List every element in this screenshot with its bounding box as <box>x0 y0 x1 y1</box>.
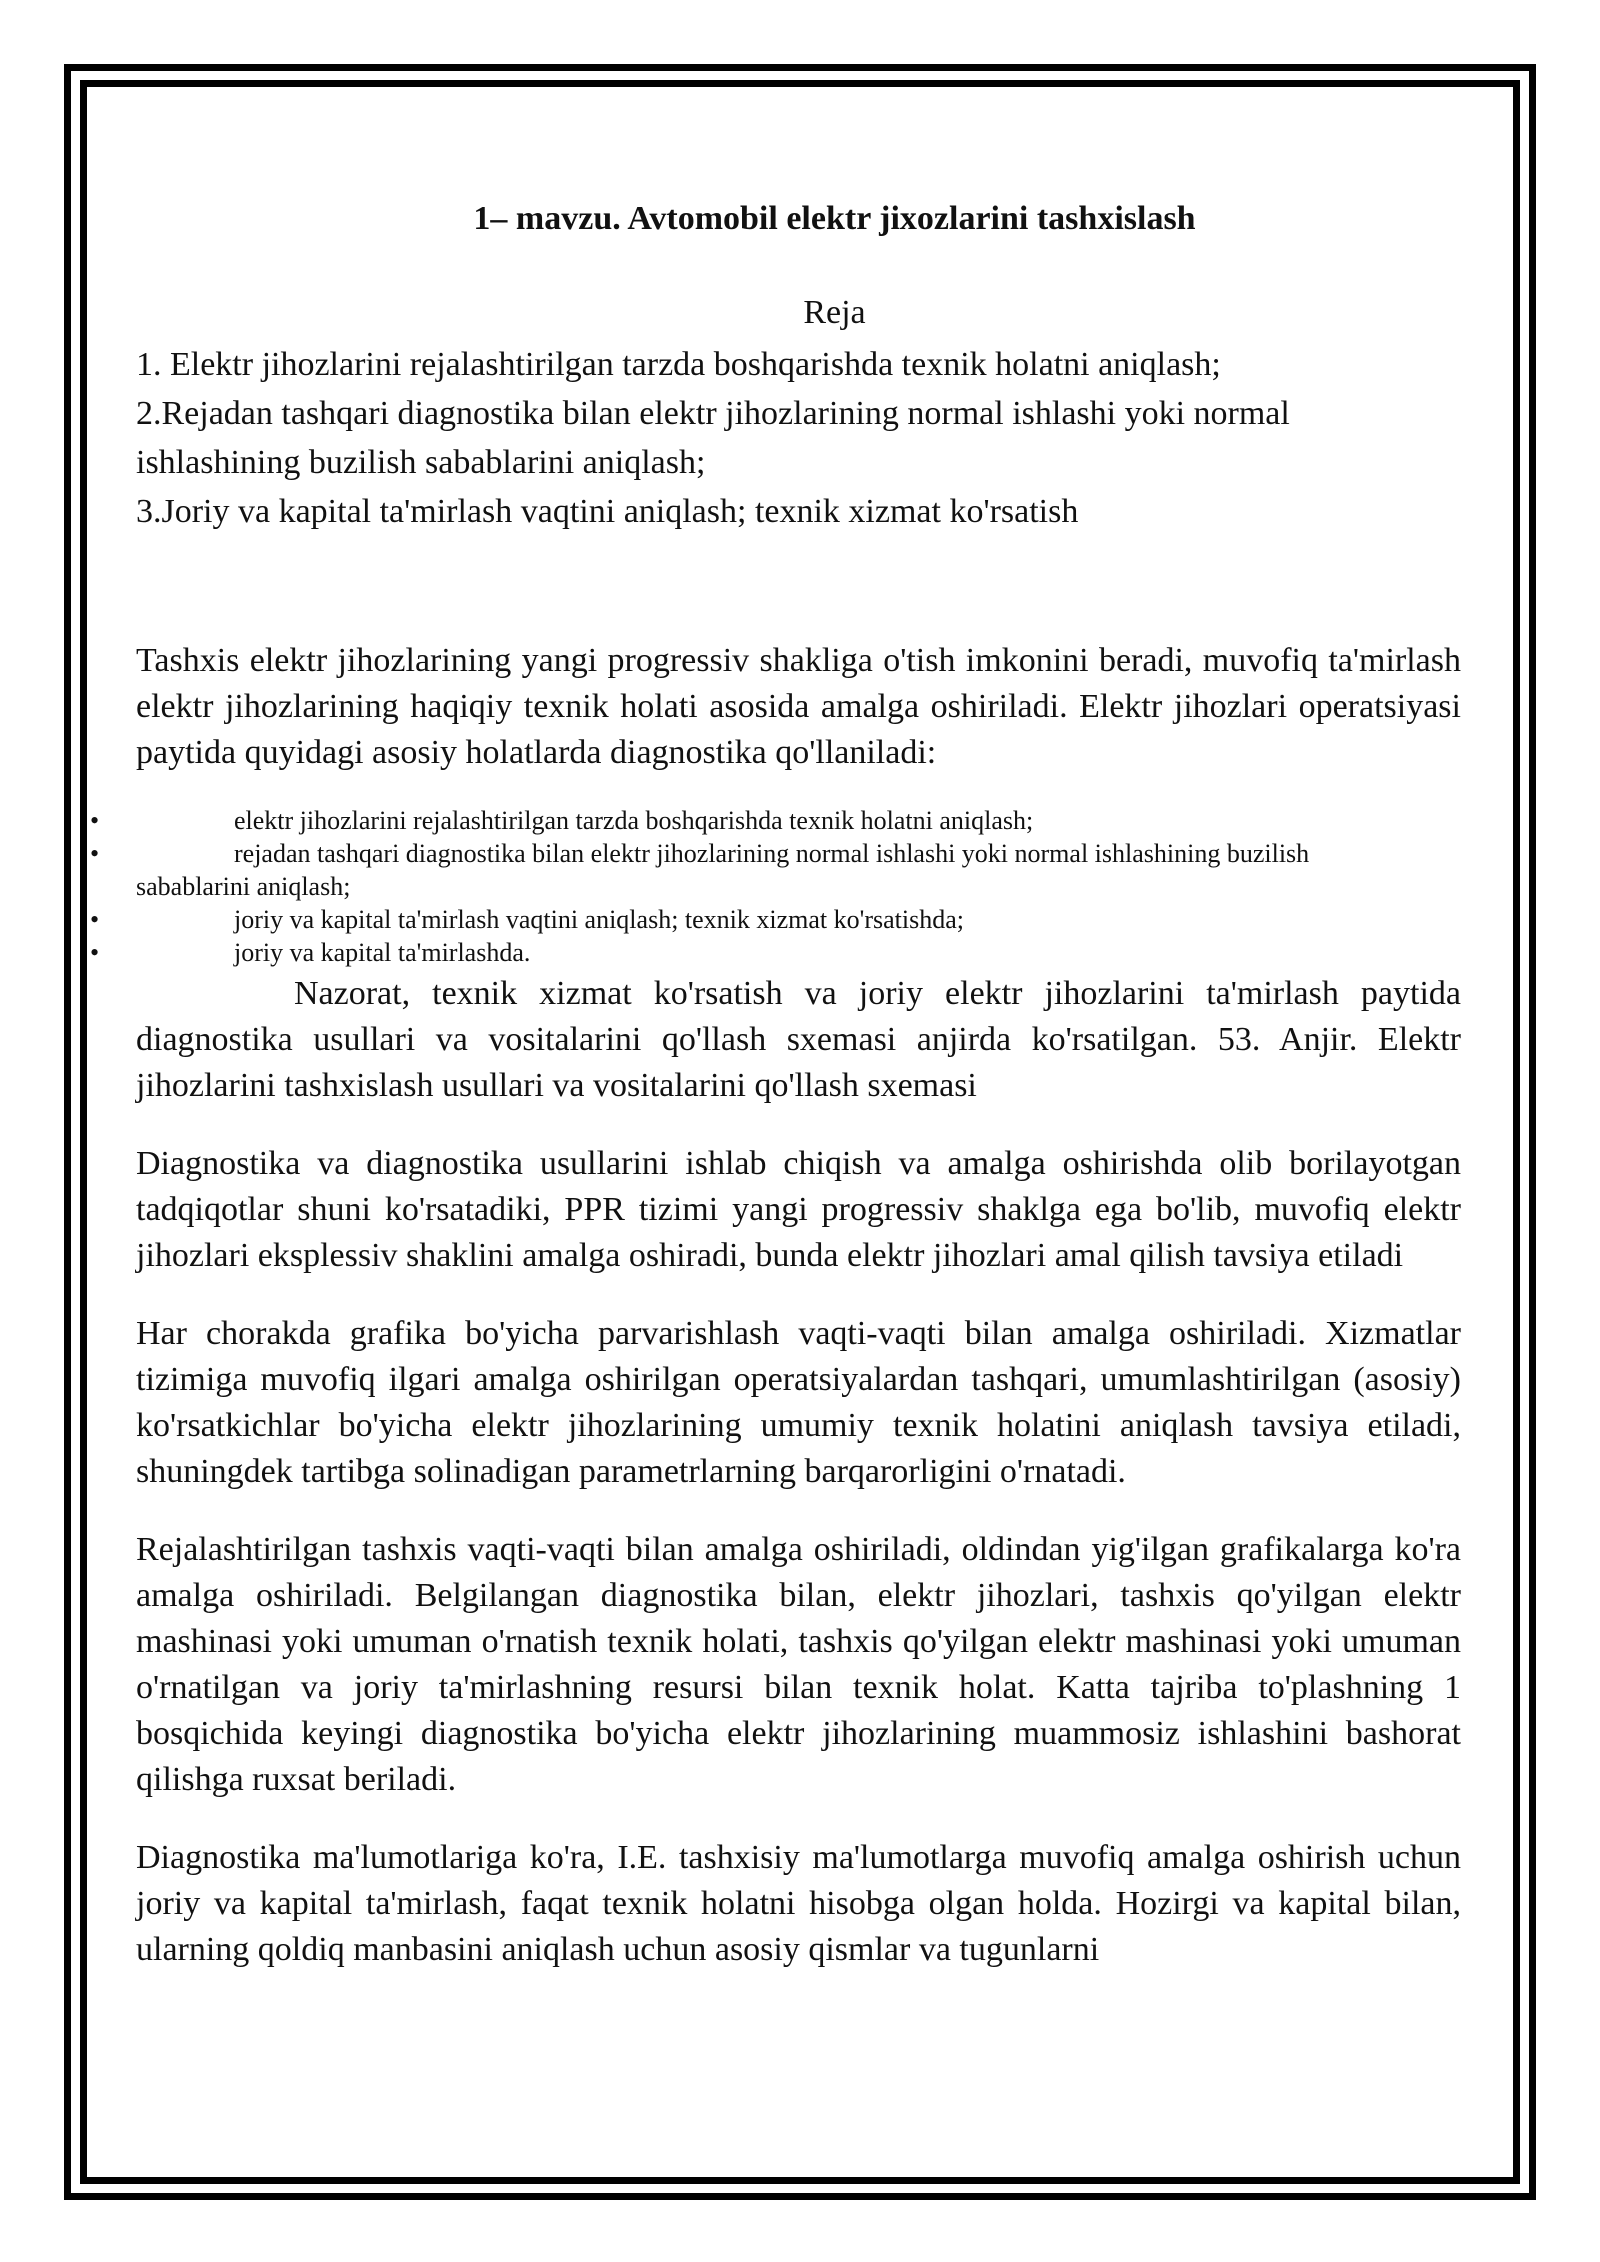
list-item-text-continued: sabablarini aniqlash; <box>136 872 351 901</box>
paragraph-nazorat: Nazorat, texnik xizmat ko'rsatish va joriy elektr jihozlarini ta'mirlash paytida diagnostika usullari va vositalarini qo'llash sxemasi anjirda ko'rsatilgan. 53. Anjir. Elektr jihozlarini tashxislash usullari va vositalarini qo'llash sxemasi <box>136 975 1461 1104</box>
plan-item: 2.Rejadan tashqari diagnostika bilan elektr jihozlarining normal ishlashi yoki normal <box>136 395 1290 432</box>
plan-item: 3.Joriy va kapital ta'mirlash vaqtini aniqlash; texnik xizmat ko'rsatish <box>136 493 1079 530</box>
paragraph-diagnostika: Diagnostika va diagnostika usullarini ishlab chiqish va amalga oshirishda olib borilayotgan tadqiqotlar shuni ko'rsatadiki, PPR tizimi yangi progressiv shaklga ega bo'lib, muvofiq elektr jihozlari eksplessiv shaklini amalga oshiradi, bunda elektr jihozlari amal qilish tavsiya etiladi <box>136 1145 1461 1274</box>
list-item-text: joriy va kapital ta'mirlash vaqtini aniqlash; texnik xizmat ko'rsatishda; <box>234 905 964 934</box>
list-item <box>90 804 1461 837</box>
document-body <box>90 200 1461 1973</box>
plan-item: 1. Elektr jihozlarini rejalashtirilgan tarzda boshqarishda texnik holatni aniqlash; <box>136 346 1221 383</box>
plan-heading: Reja <box>803 294 866 331</box>
list-item <box>90 837 1461 903</box>
bullet-list <box>90 804 1461 969</box>
list-item <box>90 936 1461 969</box>
bullet-icon: • <box>90 905 100 934</box>
paragraph-diagnostika-malumotlari: Diagnostika ma'lumotlariga ko'ra, I.E. tashxisiy ma'lumotlarga muvofiq amalga oshirish uchun joriy va kapital ta'mirlash, faqat texnik holatni hisobga olgan holda. Hozirgi va kapital bilan, ularning qoldiq manbasini aniqlash uchun asosiy qismlar va tugunlarni <box>136 1839 1461 1968</box>
bullet-icon: • <box>90 839 100 868</box>
paragraph-rejalashtirilgan: Rejalashtirilgan tashxis vaqti-vaqti bilan amalga oshiriladi, oldindan yig'ilgan grafikalarga ko'ra amalga oshiriladi. Belgilangan diagnostika bilan, elektr jihozlari, tashxis qo'yilgan elektr mashinasi yoki umuman o'rnatish texnik holati, tashxis qo'yilgan elektr mashinasi yoki umuman o'rnatilgan va joriy ta'mirlashning resursi bilan texnik holat. Katta tajriba to'plashning 1 bosqichida keyingi diagnostika bo'yicha elektr jihozlarining muammosiz ishlashini bashorat qilishga ruxsat beriladi. <box>136 1531 1461 1798</box>
bullet-icon: • <box>90 938 100 967</box>
list-item <box>90 903 1461 936</box>
list-item-text: joriy va kapital ta'mirlashda. <box>234 938 531 967</box>
document-title: 1– mavzu. Avtomobil elektr jixozlarini tashxislash <box>473 200 1196 237</box>
plan-item: ishlashining buzilish sabablarini aniqlash; <box>136 444 706 481</box>
bullet-icon: • <box>90 806 100 835</box>
list-item-text: elektr jihozlarini rejalashtirilgan tarzda boshqarishda texnik holatni aniqlash; <box>234 806 1034 835</box>
paragraph-har-chorakda: Har chorakda grafika bo'yicha parvarishlash vaqti-vaqti bilan amalga oshiriladi. Xizmatlar tizimiga muvofiq ilgari amalga oshirilgan operatsiyalardan tashqari, umumlashtirilgan (asosiy) ko'rsatkichlar bo'yicha elektr jihozlarining umumiy texnik holatini aniqlash tavsiya etiladi, shuningdek tartibga solinadigan parametrlarning barqarorligini o'rnatadi. <box>136 1315 1461 1490</box>
list-item-text: rejadan tashqari diagnostika bilan elektr jihozlarining normal ishlashi yoki normal ishlashining buzilish <box>234 839 1310 868</box>
paragraph-intro: Tashxis elektr jihozlarining yangi progressiv shakliga o'tish imkonini beradi, muvofiq ta'mirlash elektr jihozlarining haqiqiy texnik holati asosida amalga oshiriladi. Elektr jihozlari operatsiyasi paytida quyidagi asosiy holatlarda diagnostika qo'llaniladi: <box>136 642 1461 771</box>
